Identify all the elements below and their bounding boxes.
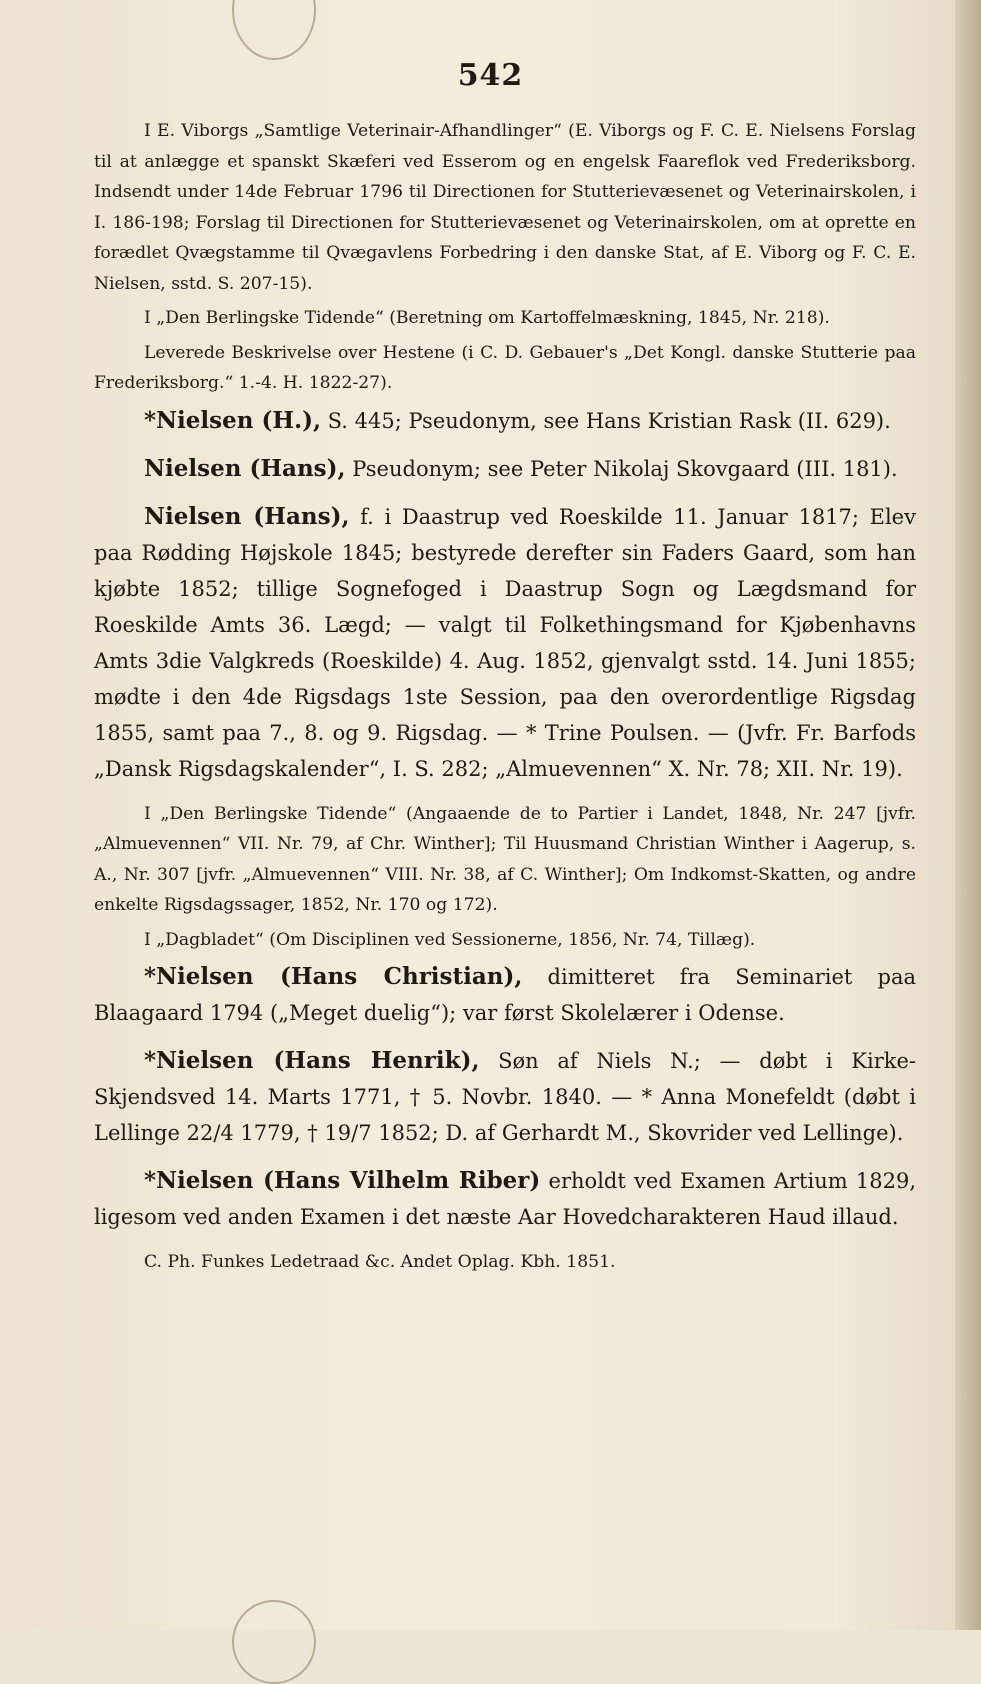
entry-headword: *Nielsen (Hans Vilhelm Riber) bbox=[144, 1167, 541, 1194]
paragraph bbox=[94, 1247, 916, 1278]
entry-headword: *Nielsen (Hans Christian), bbox=[144, 963, 523, 990]
entry-text: Leverede Beskrivelse over Hestene (i C. D. Gebauer's „Det Kongl. danske Stutterie paa Frederiksborg.“ 1.-4. H. 1822-27). bbox=[94, 342, 916, 393]
entry-text: Søn af Niels N.; — døbt i Kirke-Skjendsved 14. Marts 1771, † 5. Novbr. 1840. — * Anna Monefeldt (døbt i Lellinge 22/4 1779, † 19/7 1852; D. af Gerhardt M., Skovrider ved Lellinge). bbox=[94, 1049, 917, 1145]
entry bbox=[94, 959, 916, 1031]
entry bbox=[94, 451, 916, 487]
paragraph bbox=[94, 799, 916, 921]
binding-hole-top bbox=[232, 0, 316, 60]
entry-headword: Nielsen (Hans), bbox=[144, 502, 350, 530]
entry bbox=[94, 499, 916, 787]
entry-headword: *Nielsen (H.), bbox=[144, 406, 321, 434]
entry-text: Pseudonym; see Peter Nikolaj Skovgaard (III. 181). bbox=[345, 456, 898, 481]
entry-text: I E. Viborgs „Samtlige Veterinair-Afhandlinger“ (E. Viborgs og F. C. E. Nielsens Forslag til at anlægge et spanskt Skæferi ved Esserom og en engelsk Faareflok ved Frederiksborg. Indsendt under 14de Februar 1796 til Directionen for Stutterievæsenet og Veterinairskolen, i I. 186-198; Forslag til Directionen for Stutterievæsenet og Veterinairskolen, om at oprette en forædlet Qvægstamme til Qvægavlens Forbedring i den danske Stat, af E. Viborg og F. C. E. Nielsen, sstd. S. 207-15). bbox=[94, 121, 916, 294]
entry-text: dimitteret fra Seminariet paa Blaagaard 1794 („Meget duelig“); var først Skolelærer i Odense. bbox=[94, 965, 916, 1025]
entry-headword: *Nielsen (Hans Henrik), bbox=[144, 1047, 480, 1074]
entry-headword: Nielsen (Hans), bbox=[144, 454, 346, 482]
page-body bbox=[94, 116, 916, 1282]
entry-text: S. 445; Pseudonym, see Hans Kristian Rask (II. 629). bbox=[320, 408, 891, 433]
paragraph bbox=[94, 925, 916, 956]
paragraph bbox=[94, 303, 916, 334]
page-edge bbox=[955, 0, 981, 1630]
entry bbox=[94, 403, 916, 439]
entry-text: erholdt ved Examen Artium 1829, ligesom ved anden Examen i det næste Aar Hovedcharakteren Haud illaud. bbox=[94, 1169, 916, 1229]
paragraph bbox=[94, 338, 916, 399]
entry-text: I „Dagbladet“ (Om Disciplinen ved Sessionerne, 1856, Nr. 74, Tillæg). bbox=[144, 929, 756, 950]
entry-text: f. i Daastrup ved Roeskilde 11. Januar 1817; Elev paa Rødding Højskole 1845; bestyrede derefter sin Faders Gaard, som han kjøbte 1852; tillige Sognefoged i Daastrup Sogn og Lægdsmand for Roeskilde Amts 36. Lægd; — valgt til Folkethingsmand for Kjøbenhavns Amts 3die Valgkreds (Roeskilde) 4. Aug. 1852, gjenvalgt sstd. 14. Juni 1855; mødte i den 4de Rigsdags 1ste Session, paa den overordentlige Rigsdag 1855, samt paa 7., 8. og 9. Rigsdag. — * Trine Poulsen. — (Jvfr. Fr. Barfods „Dansk Rigsdagskalender“, I. S. 282; „Almuevennen“ X. Nr. 78; XII. Nr. 19). bbox=[94, 504, 916, 781]
entry-text: I „Den Berlingske Tidende“ (Angaaende de to Partier i Landet, 1848, Nr. 247 [jvfr. „Almuevennen“ VII. Nr. 79, af Chr. Winther]; Til Huusmand Christian Winther i Aagerup, s. A., Nr. 307 [jvfr. „Almuevennen“ VIII. Nr. 38, af C. Winther]; Om Indkomst-Skatten, og andre enkelte Rigsdagssager, 1852, Nr. 170 og 172). bbox=[94, 803, 916, 915]
page-number: 542 bbox=[457, 58, 524, 93]
entry-text: C. Ph. Funkes Ledetraad &c. Andet Oplag. Kbh. 1851. bbox=[144, 1252, 616, 1272]
paragraph bbox=[94, 116, 916, 299]
entry-text: I „Den Berlingske Tidende“ (Beretning om Kartoffelmæskning, 1845, Nr. 218). bbox=[144, 308, 830, 328]
entry bbox=[94, 1043, 916, 1151]
entry bbox=[94, 1163, 916, 1235]
binding-hole-bottom bbox=[232, 1600, 316, 1684]
